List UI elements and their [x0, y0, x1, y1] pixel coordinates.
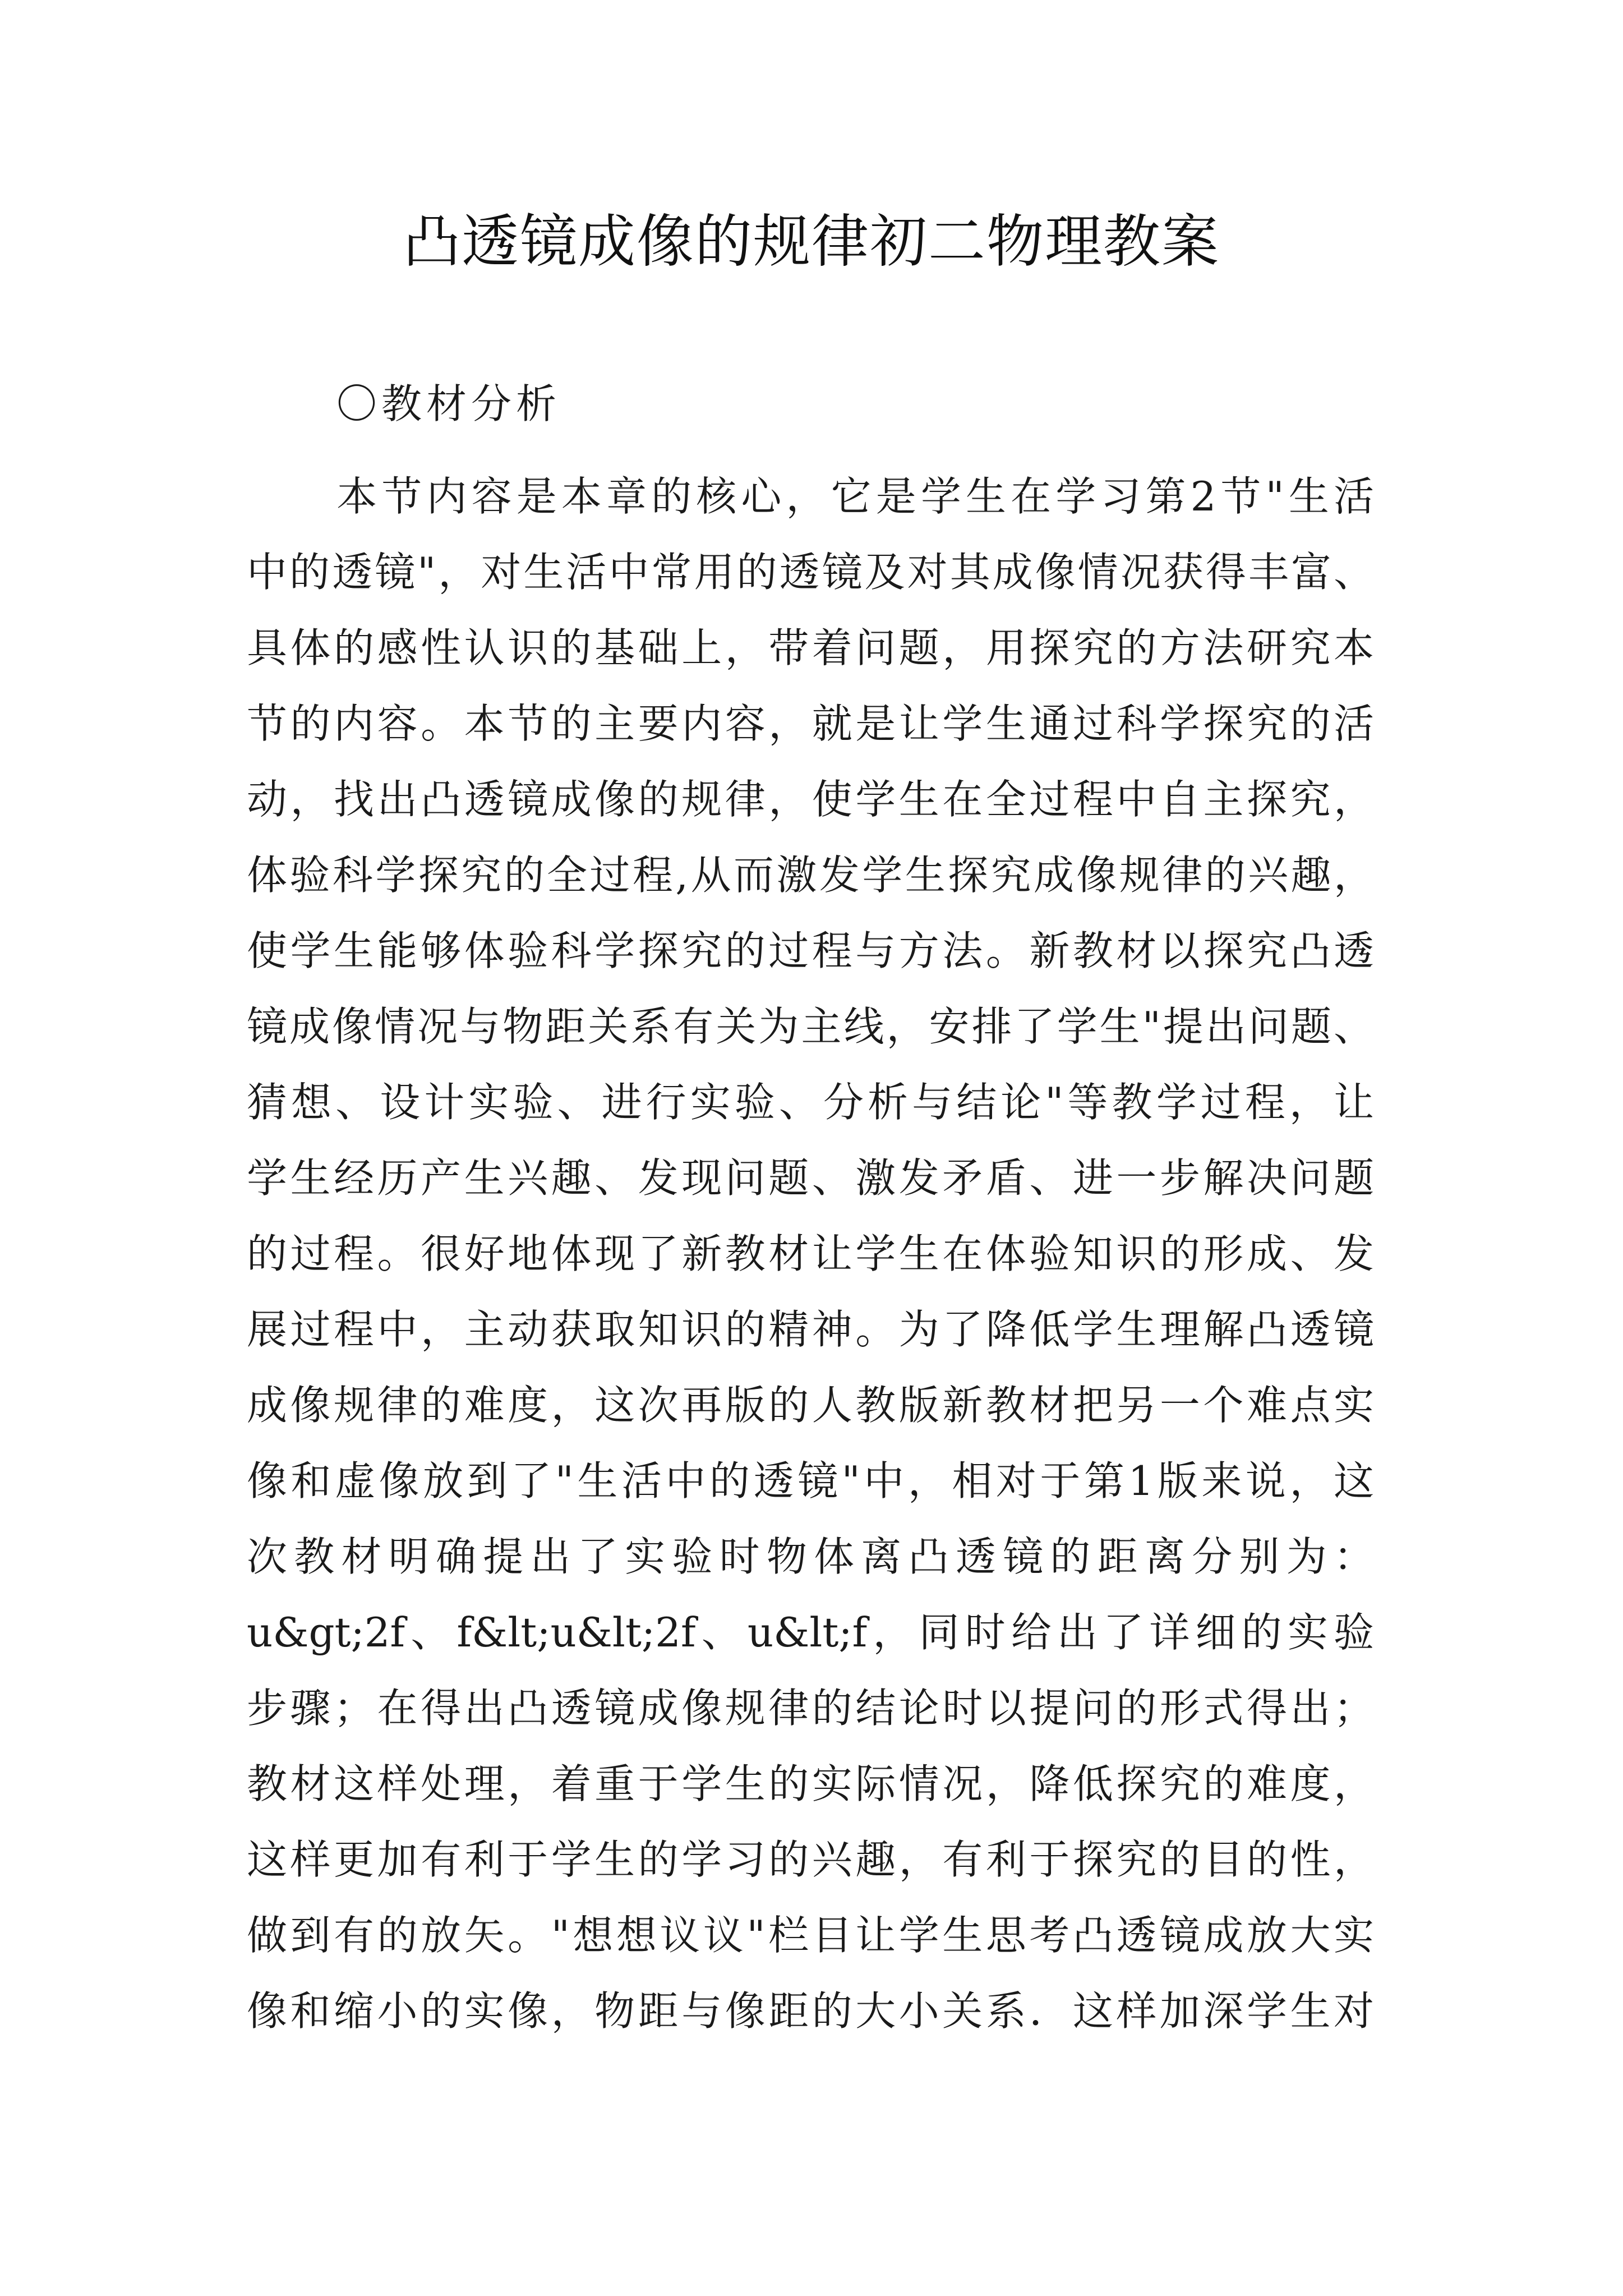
paragraph-line: 镜成像情况与物距关系有关为主线，安排了学生"提出问题、	[247, 1003, 1374, 1050]
paragraph-line: 中的透镜"，对生活中常用的透镜及对其成像情况获得丰富、	[247, 549, 1374, 596]
paragraph-line: 学生经历产生兴趣、发现问题、激发矛盾、进一步解决问题	[247, 1154, 1374, 1202]
paragraph-line: 使学生能够体验科学探究的过程与方法。新教材以探究凸透	[247, 927, 1374, 974]
section-heading: 〇教材分析	[336, 380, 561, 427]
body-paragraph	[247, 459, 1374, 2049]
paragraph-line: 展过程中，主动获取知识的精神。为了降低学生理解凸透镜	[247, 1306, 1374, 1353]
paragraph-line: 动，找出凸透镜成像的规律，使学生在全过程中自主探究，	[247, 776, 1374, 823]
paragraph-line: 做到有的放矢。"想想议议"栏目让学生思考凸透镜成放大实	[247, 1912, 1374, 1959]
paragraph-line: 次教材明确提出了实验时物体离凸透镜的距离分别为：	[247, 1533, 1374, 1580]
paragraph-line: 具体的感性认识的基础上，带着问题，用探究的方法研究本	[247, 624, 1374, 671]
paragraph-line: 这样更加有利于学生的学习的兴趣，有利于探究的目的性，	[247, 1836, 1374, 1883]
paragraph-line: 节的内容。本节的主要内容，就是让学生通过科学探究的活	[247, 700, 1374, 747]
paragraph-line: 步骤；在得出凸透镜成像规律的结论时以提问的形式得出；	[247, 1685, 1374, 1732]
paragraph-line: 猜想、设计实验、进行实验、分析与结论"等教学过程，让	[247, 1079, 1374, 1126]
paragraph-line: 像和虚像放到了"生活中的透镜"中，相对于第1版来说，这	[247, 1457, 1374, 1504]
paragraph-line: 体验科学探究的全过程,从而激发学生探究成像规律的兴趣，	[247, 852, 1374, 899]
paragraph-line: 教材这样处理，着重于学生的实际情况，降低探究的难度，	[247, 1760, 1374, 1807]
paragraph-line: 的过程。很好地体现了新教材让学生在体验知识的形成、发	[247, 1230, 1374, 1277]
paragraph-line: 成像规律的难度，这次再版的人教版新教材把另一个难点实	[247, 1382, 1374, 1429]
paragraph-line: u&gt;2f、f&lt;u&lt;2f、u&lt;f，同时给出了详细的实验	[247, 1609, 1374, 1656]
paragraph-line: 像和缩小的实像，物距与像距的大小关系．这样加深学生对	[247, 1987, 1374, 2035]
document-title: 凸透镜成像的规律初二物理教案	[403, 209, 1220, 275]
paragraph-line: 本节内容是本章的核心，它是学生在学习第2节"生活	[247, 473, 1374, 520]
